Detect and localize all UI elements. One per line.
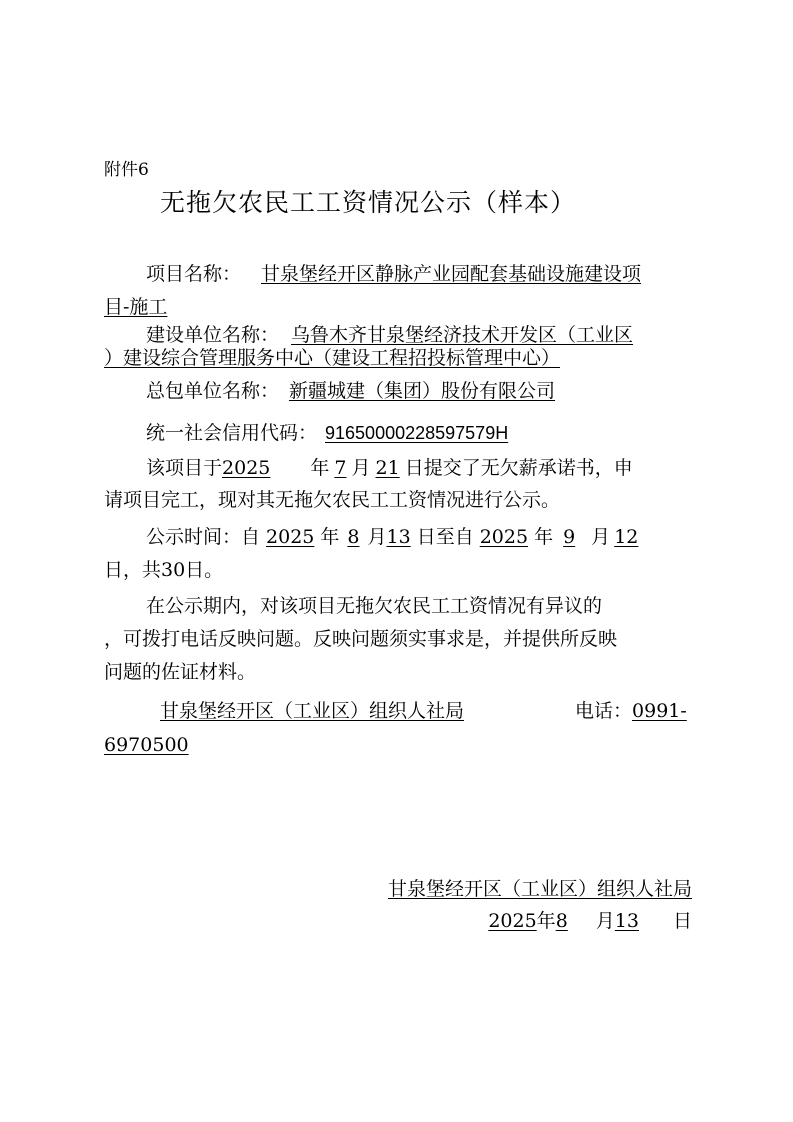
objection-line-1: 在公示期内，对该项目无拖欠农民工工资情况有异议的 bbox=[146, 595, 603, 617]
period-end-year: 2025 bbox=[479, 526, 529, 548]
signature-date: 2025年8 月13 日 bbox=[488, 910, 692, 932]
signature-month: 8 bbox=[555, 910, 568, 932]
builder-value-cont: ）建设综合管理服务中心（建设工程招投标管理中心） bbox=[104, 347, 561, 369]
phone-label: 电话： bbox=[575, 700, 633, 722]
credit-code-label: 统一社会信用代码： bbox=[146, 422, 318, 444]
signature-day: 13 bbox=[614, 910, 639, 932]
signature-year: 2025 bbox=[488, 910, 537, 932]
phone-number-part1: 0991- bbox=[632, 700, 687, 722]
objection-line-2: ，可拨打电话反映问题。反映问题须实事求是，并提供所反映 bbox=[104, 628, 618, 650]
contractor-value: 新疆城建（集团）股份有限公司 bbox=[289, 380, 556, 402]
project-name-row bbox=[146, 262, 641, 286]
contact-phone-row bbox=[575, 699, 687, 723]
contractor-row bbox=[146, 379, 555, 403]
builder-value: 乌鲁木齐甘泉堡经济技术开发区（工业区 bbox=[291, 324, 634, 346]
publicity-period-line-2: 日，共30日。 bbox=[104, 559, 224, 581]
phone-number-part2: 6970500 bbox=[104, 734, 189, 756]
contact-org: 甘泉堡经开区（工业区）组织人社局 bbox=[160, 700, 465, 722]
project-name-label: 项目名称： bbox=[146, 263, 242, 285]
period-end-day: 12 bbox=[614, 526, 639, 548]
period-end-month: 9 bbox=[563, 526, 576, 548]
commitment-month: 7 bbox=[334, 457, 347, 479]
commitment-year: 2025 bbox=[222, 457, 271, 479]
signature-org: 甘泉堡经开区（工业区）组织人社局 bbox=[387, 878, 692, 900]
credit-code-row bbox=[146, 421, 508, 445]
objection-line-3: 问题的佐证材料。 bbox=[104, 661, 257, 683]
project-name-value-cont: 目-施工 bbox=[104, 296, 168, 318]
period-start-month: 8 bbox=[347, 526, 360, 548]
commitment-line-2: 请项目完工，现对其无拖欠农民工工资情况进行公示。 bbox=[104, 489, 561, 511]
publicity-period-line: 公示时间：自 2025 年 8 月13 日至自 2025 年 9 月 12 bbox=[146, 526, 639, 548]
annex-label: 附件6 bbox=[104, 160, 149, 180]
document-title: 无拖欠农民工工资情况公示（样本） bbox=[160, 188, 577, 217]
period-start-year: 2025 bbox=[266, 526, 315, 548]
commitment-day: 21 bbox=[375, 457, 400, 479]
period-start-day: 13 bbox=[386, 526, 411, 548]
project-name-value: 甘泉堡经开区静脉产业园配套基础设施建设项 bbox=[261, 263, 642, 285]
contractor-label: 总包单位名称： bbox=[146, 380, 280, 402]
credit-code-value: 91650000228597579H bbox=[325, 423, 509, 443]
builder-row bbox=[146, 323, 633, 347]
commitment-line: 该项目于2025 年 7 月 21 日提交了无欠薪承诺书，申 bbox=[146, 457, 633, 479]
builder-label: 建设单位名称： bbox=[146, 324, 280, 346]
